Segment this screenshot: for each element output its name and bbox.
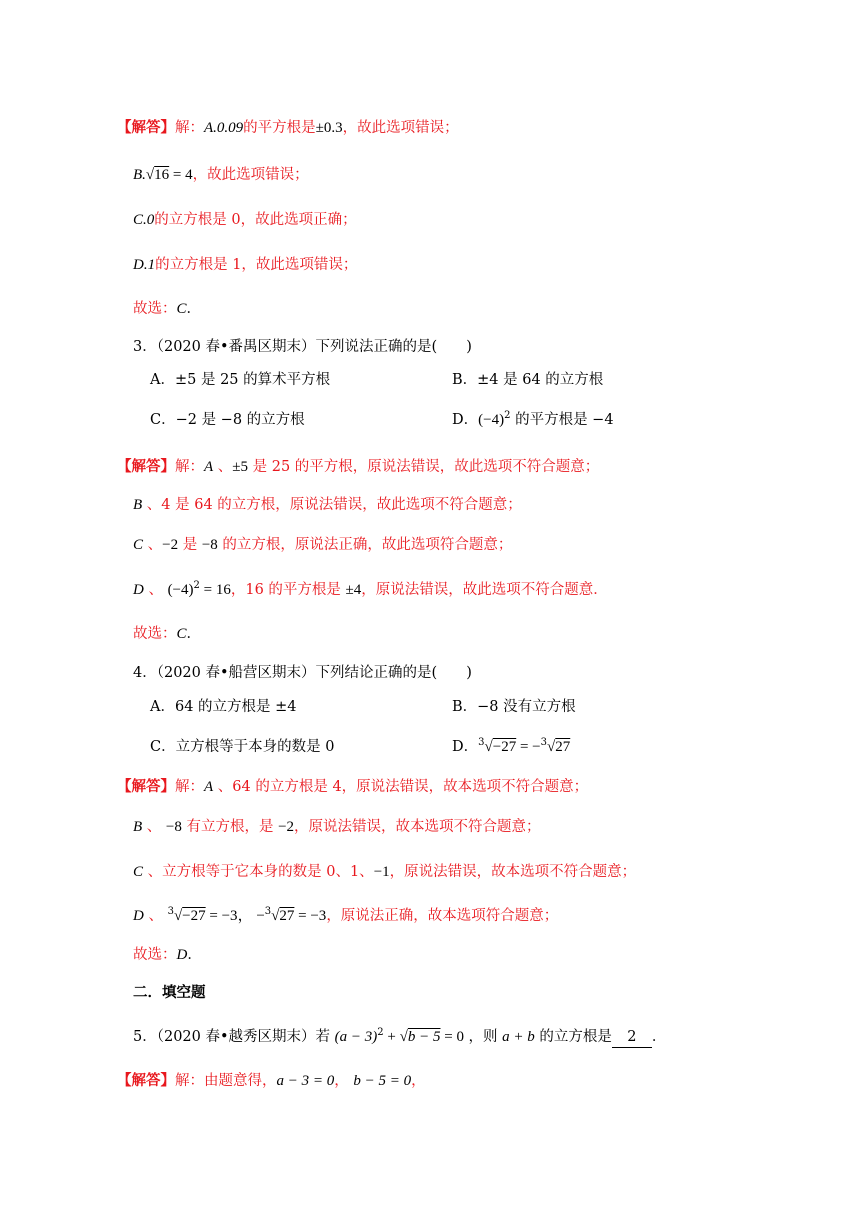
math-eq: a − 3 = 0 xyxy=(276,1073,335,1089)
text: ，则 xyxy=(463,1029,503,1045)
math-eq: b − 5 = 0 xyxy=(353,1073,412,1089)
q4-option-b: B．−8 没有立方根 xyxy=(452,699,576,715)
math-value: ±5 xyxy=(232,459,249,475)
text: 、立方根等于它本身的数是 0、1、 xyxy=(143,864,374,880)
math-label: B xyxy=(133,819,143,835)
radicand: −27 xyxy=(492,739,517,755)
text: 的平方根是 xyxy=(243,120,316,136)
answer-4-line-b xyxy=(133,817,541,837)
answer-3-line-d xyxy=(133,580,608,600)
text: ， xyxy=(411,1073,426,1089)
text: 、 xyxy=(213,459,233,475)
text: ， xyxy=(334,1073,354,1089)
text: ，故此选项错误； xyxy=(342,120,459,136)
math-eq: = −3 xyxy=(294,908,327,924)
math-base: (a − 3) xyxy=(334,1029,378,1045)
sqrt-sign: √ xyxy=(145,167,155,183)
text: 、 xyxy=(143,582,168,598)
answer-prefix: 解：由题意得， xyxy=(175,1073,277,1089)
radicand: 27 xyxy=(279,908,295,924)
math-eq: = − xyxy=(516,739,541,755)
math-label: A xyxy=(204,779,214,795)
math-expr: a + b xyxy=(502,1029,535,1045)
text: 是 xyxy=(178,537,202,553)
choice: D xyxy=(176,947,188,963)
period: ． xyxy=(187,947,202,963)
math-label: A xyxy=(204,459,214,475)
text: ，故此选项错误； xyxy=(192,167,309,183)
text: 的平方根是 −4 xyxy=(510,412,614,428)
text: 、4 是 64 的立方根，原说法错误，故此选项不符合题意； xyxy=(142,497,522,513)
text: ，原说法错误，故此选项不符合题意． xyxy=(361,582,608,598)
answer-prefix: 解： xyxy=(175,459,204,475)
answer-3-line-b xyxy=(133,495,522,515)
q3-option-a: A．±5 是 25 的算术平方根 xyxy=(150,372,331,388)
section-title: 二．填空题 xyxy=(133,984,206,1001)
period: ． xyxy=(186,301,202,317)
math-value: −2 xyxy=(162,537,179,553)
q3-option-b: B．±4 是 64 的立方根 xyxy=(452,372,604,388)
sqrt-sign: √ xyxy=(484,739,493,755)
radicand: −27 xyxy=(182,908,206,924)
q3-option-d xyxy=(452,410,614,430)
math-label: B xyxy=(133,497,143,513)
math-option-a: A.0.09 xyxy=(204,120,244,136)
text: 的立方根是 1，故此选项错误； xyxy=(155,257,358,273)
root-index: 3 xyxy=(264,906,272,918)
text: ，16 的平方根是 xyxy=(230,582,346,598)
exponent: 2 xyxy=(377,1027,384,1039)
root-index: 3 xyxy=(540,737,548,749)
math-value: ±0.3 xyxy=(315,120,343,136)
math-label: D xyxy=(133,582,144,598)
question-5-stem xyxy=(133,1027,666,1048)
math-label: B. xyxy=(133,167,146,183)
text: D． xyxy=(452,412,479,428)
question-4-stem: 4．（2020 春•船营区期末）下列结论正确的是( ) xyxy=(133,665,472,681)
math-base: (−4) xyxy=(167,582,194,598)
answer-tag: 【解答】 xyxy=(117,1072,175,1089)
text: ，原说法错误，故本选项不符合题意； xyxy=(389,864,637,880)
math-base: (−4) xyxy=(478,412,505,428)
text: 故选： xyxy=(133,947,177,963)
q4-option-a: A．64 的立方根是 ±4 xyxy=(150,699,297,715)
text: 、 xyxy=(142,819,166,835)
answer-4-line-a xyxy=(117,777,588,797)
answer-2-line-c xyxy=(133,210,357,230)
answer-blank: 2 xyxy=(612,1027,652,1048)
math-eq: = −3 xyxy=(205,908,238,924)
math-value: −8 xyxy=(165,819,182,835)
answer-2-line-d xyxy=(133,255,357,275)
q3-option-c: C．−2 是 −8 的立方根 xyxy=(150,412,305,428)
root-index: 3 xyxy=(167,906,174,918)
math-eq: = 4 xyxy=(169,167,193,183)
math-label: D xyxy=(133,908,144,924)
root-index: 3 xyxy=(478,737,485,749)
text: 的立方根是 xyxy=(534,1029,612,1045)
text: 5．（2020 春•越秀区期末）若 xyxy=(133,1029,335,1045)
choice: C xyxy=(176,301,187,317)
radicand: 27 xyxy=(555,739,571,755)
math-value: −8 xyxy=(201,537,218,553)
answer-2-line-b xyxy=(133,165,309,185)
answer-2-conclusion xyxy=(133,299,201,319)
q4-option-d xyxy=(452,737,570,757)
answer-5-line xyxy=(117,1071,426,1091)
text: 的立方根是 0，故此选项正确； xyxy=(154,212,357,228)
math-label: C xyxy=(133,864,144,880)
text: 、 xyxy=(143,537,163,553)
math-op: + xyxy=(383,1029,400,1045)
math-value: ±4 xyxy=(345,582,362,598)
choice: C xyxy=(176,626,187,642)
text: ，原说法错误，故本选项不符合题意； xyxy=(294,819,541,835)
period: ． xyxy=(186,626,202,642)
math-eq: = 16 xyxy=(199,582,231,598)
answer-3-line-c xyxy=(133,535,512,555)
answer-tag: 【解答】 xyxy=(117,778,175,795)
radicand: b − 5 xyxy=(407,1029,441,1045)
sqrt-sign: √ xyxy=(547,739,556,755)
text: 是 25 的平方根，原说法错误，故此选项不符合题意； xyxy=(248,459,600,475)
exponent: 2 xyxy=(193,580,200,592)
text: 故选： xyxy=(133,626,177,642)
math-label: C.0 xyxy=(133,212,155,228)
q4-option-c: C．立方根等于本身的数是 0 xyxy=(150,739,335,755)
text: 、64 的立方根是 4，原说法错误，故本选项不符合题意； xyxy=(213,779,589,795)
math-eq: ， − xyxy=(237,908,265,924)
radicand: 16 xyxy=(154,167,170,183)
math-value: −2 xyxy=(278,819,295,835)
math-label: C xyxy=(133,537,144,553)
math-eq: = 0 xyxy=(440,1029,464,1045)
exponent: 2 xyxy=(504,410,511,422)
answer-3-conclusion xyxy=(133,624,201,644)
answer-prefix: 解： xyxy=(175,120,204,136)
answer-prefix: 解： xyxy=(175,779,204,795)
answer-3-line-a xyxy=(117,457,599,477)
sqrt-sign: √ xyxy=(271,908,280,924)
question-3-stem: 3．（2020 春•番禺区期末）下列说法正确的是( ) xyxy=(133,339,472,355)
answer-2-line-a xyxy=(117,118,459,138)
math-value: −1 xyxy=(373,864,390,880)
text: 的立方根，原说法正确，故此选项符合题意； xyxy=(217,537,513,553)
answer-tag: 【解答】 xyxy=(117,119,175,136)
text: 、 xyxy=(143,908,168,924)
answer-4-line-d xyxy=(133,906,558,926)
text: 有立方根，是 xyxy=(181,819,279,835)
period: ． xyxy=(651,1029,667,1045)
sqrt-sign: √ xyxy=(399,1029,408,1045)
text: 故选： xyxy=(133,301,177,317)
answer-tag: 【解答】 xyxy=(117,458,175,475)
text: ，原说法正确，故本选项符合题意； xyxy=(326,908,559,924)
answer-4-conclusion xyxy=(133,945,202,965)
text: D． xyxy=(452,739,479,755)
sqrt-sign: √ xyxy=(173,908,183,924)
math-label: D.1 xyxy=(133,257,156,273)
answer-4-line-c xyxy=(133,862,636,882)
